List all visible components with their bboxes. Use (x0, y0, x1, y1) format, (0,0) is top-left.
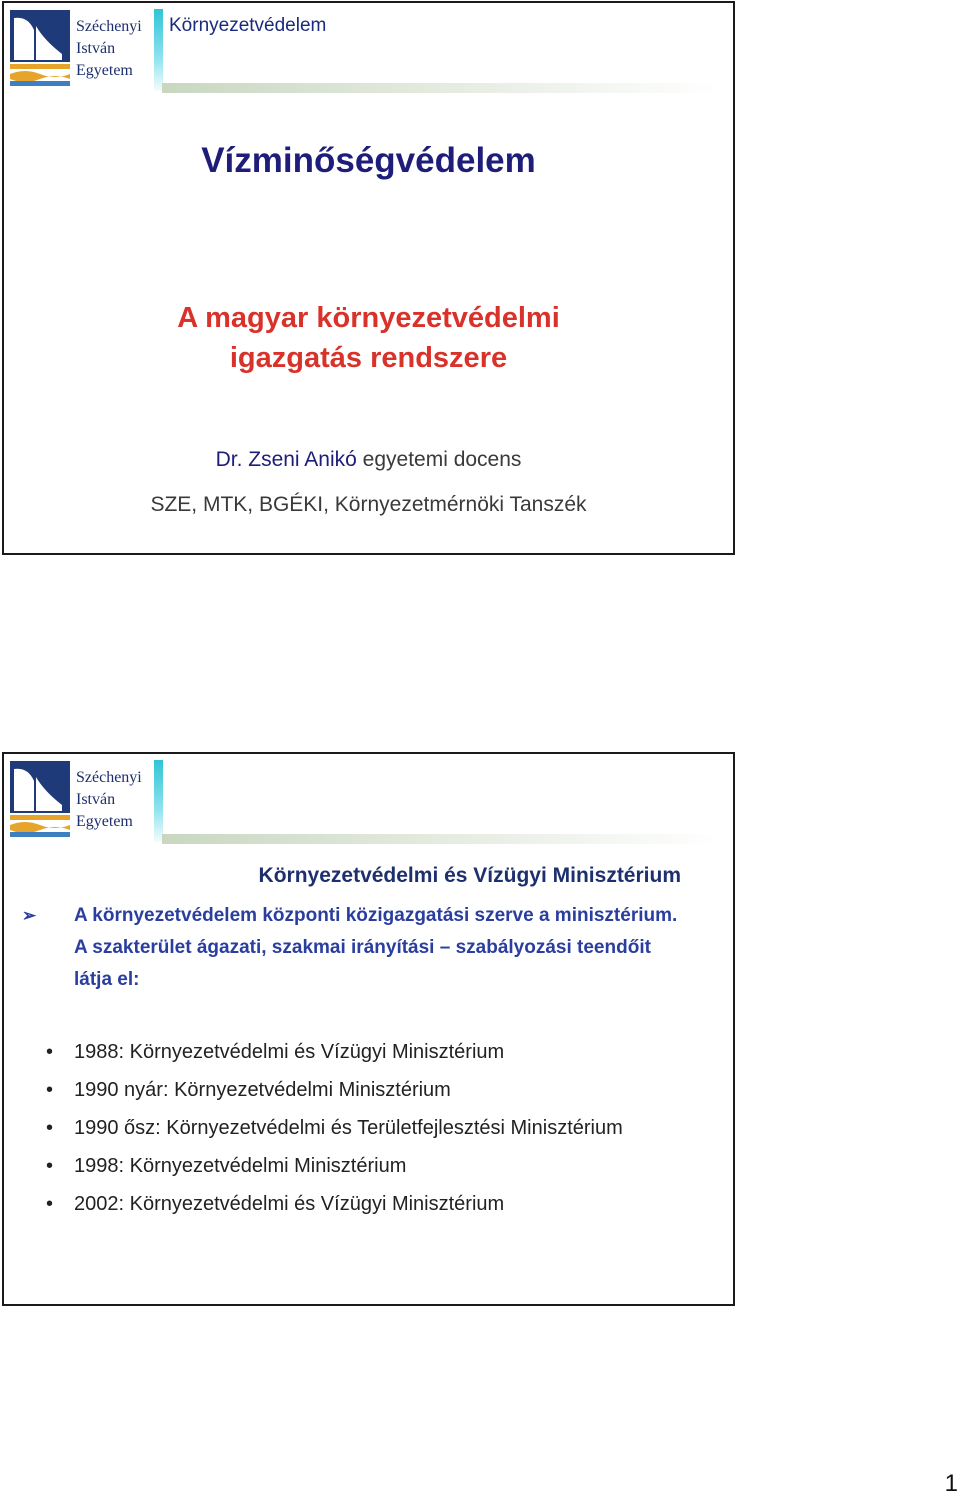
slide-1 (2, 1, 735, 555)
logo-text (76, 16, 142, 82)
slide-2 (2, 752, 735, 1306)
list-item: • 2002: Környezetvédelmi és Vízügyi Minisztérium (46, 1185, 623, 1223)
logo-line-1: Széchenyi (76, 769, 142, 786)
logo-line-2: István (76, 40, 116, 57)
list-item: • 1990 ősz: Környezetvédelmi és Területfejlesztési Minisztérium (46, 1109, 623, 1147)
slide-subtitle (4, 298, 733, 378)
header-divider (162, 834, 722, 844)
university-emblem-icon (10, 10, 70, 86)
university-logo (10, 8, 170, 98)
list-item: • 1988: Környezetvédelmi és Vízügyi Minisztérium (46, 1033, 623, 1071)
department: SZE, MTK, BGÉKI, Környezetmérnöki Tanszék (150, 493, 587, 516)
list-item: • 1998: Környezetvédelmi Minisztérium (46, 1147, 623, 1185)
author-line (4, 448, 733, 472)
slide-heading: Környezetvédelmi és Vízügyi Minisztérium (258, 864, 681, 887)
ministry-history-list (46, 1033, 623, 1223)
bullet-icon: • (46, 1041, 54, 1063)
university-emblem-icon (10, 761, 70, 837)
intro-text: A környezetvédelem központi közigazgatási szerve a minisztérium. A szakterület ágazati, szakmai irányítási – szabályozási teendőit látja el: (74, 905, 678, 990)
bullet-icon: • (46, 1079, 54, 1101)
logo-line-1: Széchenyi (76, 18, 142, 35)
header-divider (162, 83, 722, 93)
intro-paragraph (22, 900, 694, 996)
subtitle-line-1: A magyar környezetvédelmi (177, 302, 560, 334)
subtitle-line-2: igazgatás rendszere (229, 342, 508, 374)
accent-bar (154, 9, 163, 91)
logo-line-3: Egyetem (76, 813, 133, 830)
header-label: Környezetvédelem (169, 15, 327, 36)
bullet-icon: • (46, 1193, 54, 1215)
author-role: egyetemi docens (362, 448, 522, 471)
logo-line-2: István (76, 791, 116, 808)
list-item: • 1990 nyár: Környezetvédelmi Minisztérium (46, 1071, 623, 1109)
logo-line-3: Egyetem (76, 62, 133, 79)
slide-title: Vízminőségvédelem (201, 141, 536, 180)
author-name: Dr. Zseni Anikó (215, 448, 357, 471)
arrow-bullet-icon: ➢ (22, 906, 37, 925)
accent-bar (154, 760, 163, 842)
bullet-icon: • (46, 1117, 54, 1139)
page-number: 1 (944, 1470, 958, 1497)
university-logo (10, 759, 170, 849)
bullet-icon: • (46, 1155, 54, 1177)
logo-text (76, 767, 142, 833)
